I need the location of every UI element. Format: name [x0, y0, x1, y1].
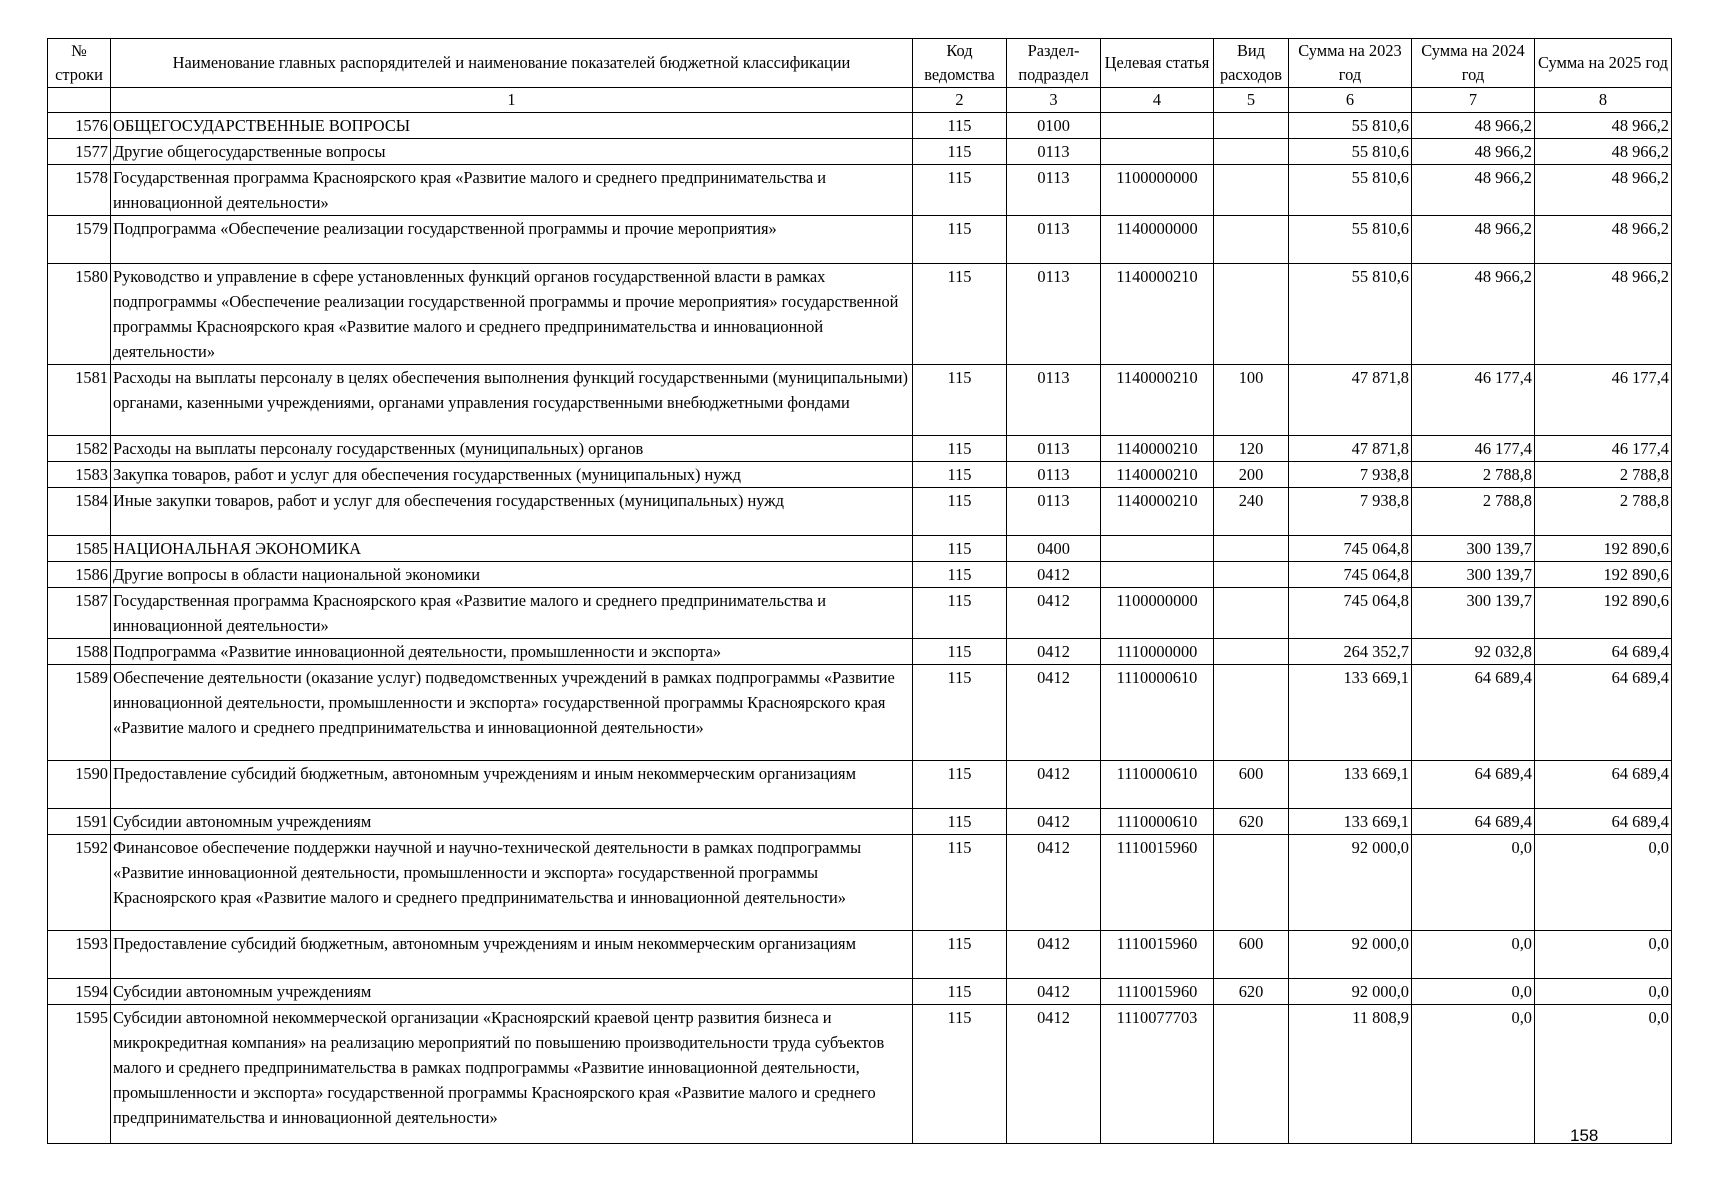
sum-2024: 2 788,8 — [1412, 462, 1535, 488]
sum-2024: 64 689,4 — [1412, 761, 1535, 809]
dept-code: 115 — [913, 639, 1007, 665]
target-article: 1110077703 — [1101, 1005, 1214, 1144]
row-number: 1576 — [48, 113, 111, 139]
row-name: Предоставление субсидий бюджетным, автономным учреждениям и иным некоммерческим организациям — [111, 931, 913, 979]
row-name: Обеспечение деятельности (оказание услуг) подведомственных учреждений в рамках подпрограммы «Развитие инновационной деятельности, промышленности и экспорта» государственной программы Красноярского края «Развитие малого и среднего предпринимательства и инновационной деятельности» — [111, 665, 913, 761]
dept-code: 115 — [913, 264, 1007, 365]
row-number: 1592 — [48, 835, 111, 931]
expense-type — [1214, 139, 1289, 165]
sum-2024: 0,0 — [1412, 1005, 1535, 1144]
expense-type — [1214, 264, 1289, 365]
sum-2025: 48 966,2 — [1535, 165, 1672, 216]
expense-type: 600 — [1214, 761, 1289, 809]
expense-type — [1214, 536, 1289, 562]
row-name: ОБЩЕГОСУДАРСТВЕННЫЕ ВОПРОСЫ — [111, 113, 913, 139]
sum-2024: 48 966,2 — [1412, 264, 1535, 365]
expense-type: 620 — [1214, 809, 1289, 835]
section-code: 0412 — [1007, 809, 1101, 835]
row-number: 1589 — [48, 665, 111, 761]
table-row — [48, 536, 1672, 562]
row-name: Расходы на выплаты персоналу государственных (муниципальных) органов — [111, 436, 913, 462]
sum-2025: 64 689,4 — [1535, 761, 1672, 809]
dept-code: 115 — [913, 665, 1007, 761]
section-code: 0113 — [1007, 436, 1101, 462]
table-row — [48, 165, 1672, 216]
row-number: 1586 — [48, 562, 111, 588]
row-name: Подпрограмма «Обеспечение реализации государственной программы и прочие мероприятия» — [111, 216, 913, 264]
expense-type: 600 — [1214, 931, 1289, 979]
sum-2025: 0,0 — [1535, 835, 1672, 931]
table-row — [48, 264, 1672, 365]
sum-2023: 7 938,8 — [1289, 488, 1412, 536]
sum-2025: 0,0 — [1535, 1005, 1672, 1144]
table-row — [48, 809, 1672, 835]
sum-2023: 133 669,1 — [1289, 809, 1412, 835]
expense-type — [1214, 562, 1289, 588]
target-article: 1110000610 — [1101, 809, 1214, 835]
section-code: 0412 — [1007, 931, 1101, 979]
section-code: 0412 — [1007, 639, 1101, 665]
target-article: 1110000000 — [1101, 639, 1214, 665]
sum-2023: 47 871,8 — [1289, 365, 1412, 436]
sum-2023: 55 810,6 — [1289, 113, 1412, 139]
sum-2023: 745 064,8 — [1289, 536, 1412, 562]
dept-code: 115 — [913, 931, 1007, 979]
header-sum-2024: Сумма на 2024 год — [1412, 39, 1535, 88]
target-article: 1140000210 — [1101, 488, 1214, 536]
table-row — [48, 761, 1672, 809]
row-number: 1578 — [48, 165, 111, 216]
target-article: 1110015960 — [1101, 835, 1214, 931]
dept-code: 115 — [913, 365, 1007, 436]
row-name: НАЦИОНАЛЬНАЯ ЭКОНОМИКА — [111, 536, 913, 562]
sum-2023: 11 808,9 — [1289, 1005, 1412, 1144]
sum-2024: 46 177,4 — [1412, 365, 1535, 436]
sum-2023: 55 810,6 — [1289, 216, 1412, 264]
table-row — [48, 1005, 1672, 1144]
sum-2025: 46 177,4 — [1535, 436, 1672, 462]
section-code: 0412 — [1007, 835, 1101, 931]
sum-2023: 745 064,8 — [1289, 588, 1412, 639]
expense-type — [1214, 835, 1289, 931]
sum-2024: 300 139,7 — [1412, 588, 1535, 639]
target-article: 1110000610 — [1101, 761, 1214, 809]
header-dept-code: Код ведомства — [913, 39, 1007, 88]
row-name: Другие общегосударственные вопросы — [111, 139, 913, 165]
sum-2023: 264 352,7 — [1289, 639, 1412, 665]
section-code: 0412 — [1007, 562, 1101, 588]
sum-2024: 0,0 — [1412, 931, 1535, 979]
row-number: 1580 — [48, 264, 111, 365]
sum-2024: 64 689,4 — [1412, 665, 1535, 761]
target-article: 1140000210 — [1101, 365, 1214, 436]
expense-type — [1214, 113, 1289, 139]
table-row — [48, 139, 1672, 165]
dept-code: 115 — [913, 562, 1007, 588]
table-row — [48, 835, 1672, 931]
section-code: 0113 — [1007, 165, 1101, 216]
table-header — [48, 39, 1672, 113]
sum-2025: 48 966,2 — [1535, 113, 1672, 139]
target-article: 1110015960 — [1101, 979, 1214, 1005]
row-number: 1581 — [48, 365, 111, 436]
header-target: Целевая статья — [1101, 39, 1214, 88]
row-number: 1582 — [48, 436, 111, 462]
target-article — [1101, 536, 1214, 562]
section-code: 0412 — [1007, 761, 1101, 809]
sum-2025: 48 966,2 — [1535, 216, 1672, 264]
row-name: Субсидии автономным учреждениям — [111, 809, 913, 835]
row-name: Руководство и управление в сфере установленных функций органов государственной власти в рамках подпрограммы «Обеспечение реализации государственной программы и прочие мероприятия» государственной программы Красноярского края «Развитие малого и среднего предпринимательства и инновационной деятельности» — [111, 264, 913, 365]
sum-2023: 745 064,8 — [1289, 562, 1412, 588]
column-number: 3 — [1007, 88, 1101, 113]
target-article: 1140000210 — [1101, 436, 1214, 462]
sum-2024: 0,0 — [1412, 835, 1535, 931]
sum-2024: 64 689,4 — [1412, 809, 1535, 835]
sum-2024: 48 966,2 — [1412, 139, 1535, 165]
section-code: 0412 — [1007, 588, 1101, 639]
dept-code: 115 — [913, 588, 1007, 639]
target-article: 1140000210 — [1101, 264, 1214, 365]
expense-type — [1214, 216, 1289, 264]
section-code: 0113 — [1007, 139, 1101, 165]
row-name: Закупка товаров, работ и услуг для обеспечения государственных (муниципальных) нужд — [111, 462, 913, 488]
sum-2023: 92 000,0 — [1289, 979, 1412, 1005]
sum-2024: 0,0 — [1412, 979, 1535, 1005]
section-code: 0412 — [1007, 665, 1101, 761]
row-number: 1591 — [48, 809, 111, 835]
row-number: 1594 — [48, 979, 111, 1005]
dept-code: 115 — [913, 165, 1007, 216]
row-number: 1588 — [48, 639, 111, 665]
sum-2023: 92 000,0 — [1289, 931, 1412, 979]
target-article: 1110015960 — [1101, 931, 1214, 979]
dept-code: 115 — [913, 979, 1007, 1005]
target-article — [1101, 139, 1214, 165]
sum-2023: 47 871,8 — [1289, 436, 1412, 462]
dept-code: 115 — [913, 761, 1007, 809]
row-number: 1577 — [48, 139, 111, 165]
target-article: 1110000610 — [1101, 665, 1214, 761]
sum-2023: 92 000,0 — [1289, 835, 1412, 931]
target-article: 1140000000 — [1101, 216, 1214, 264]
expense-type — [1214, 1005, 1289, 1144]
table-row — [48, 113, 1672, 139]
section-code: 0400 — [1007, 536, 1101, 562]
dept-code: 115 — [913, 536, 1007, 562]
expense-type: 200 — [1214, 462, 1289, 488]
header-name: Наименование главных распорядителей и наименование показателей бюджетной классификации — [111, 39, 913, 88]
sum-2024: 48 966,2 — [1412, 113, 1535, 139]
header-expense-type: Вид расходов — [1214, 39, 1289, 88]
dept-code: 115 — [913, 1005, 1007, 1144]
table-row — [48, 365, 1672, 436]
column-number: 4 — [1101, 88, 1214, 113]
dept-code: 115 — [913, 139, 1007, 165]
row-name: Подпрограмма «Развитие инновационной деятельности, промышленности и экспорта» — [111, 639, 913, 665]
sum-2025: 48 966,2 — [1535, 139, 1672, 165]
dept-code: 115 — [913, 436, 1007, 462]
section-code: 0412 — [1007, 979, 1101, 1005]
row-name: Государственная программа Красноярского края «Развитие малого и среднего предпринимательства и инновационной деятельности» — [111, 165, 913, 216]
row-number: 1593 — [48, 931, 111, 979]
expense-type — [1214, 639, 1289, 665]
sum-2024: 48 966,2 — [1412, 165, 1535, 216]
sum-2025: 0,0 — [1535, 979, 1672, 1005]
sum-2024: 48 966,2 — [1412, 216, 1535, 264]
sum-2023: 55 810,6 — [1289, 165, 1412, 216]
expense-type: 240 — [1214, 488, 1289, 536]
table-row — [48, 588, 1672, 639]
row-number: 1584 — [48, 488, 111, 536]
header-sum-2025: Сумма на 2025 год — [1535, 39, 1672, 88]
target-article: 1100000000 — [1101, 165, 1214, 216]
section-code: 0113 — [1007, 365, 1101, 436]
row-number: 1585 — [48, 536, 111, 562]
row-number: 1595 — [48, 1005, 111, 1144]
row-name: Предоставление субсидий бюджетным, автономным учреждениям и иным некоммерческим организациям — [111, 761, 913, 809]
dept-code: 115 — [913, 216, 1007, 264]
row-name: Финансовое обеспечение поддержки научной и научно-технической деятельности в рамках подпрограммы «Развитие инновационной деятельности, промышленности и экспорта» государственной программы Красноярского края «Развитие малого и среднего предпринимательства и инновационной деятельности» — [111, 835, 913, 931]
row-number: 1590 — [48, 761, 111, 809]
section-code: 0113 — [1007, 216, 1101, 264]
dept-code: 115 — [913, 488, 1007, 536]
header-row-no: № строки — [48, 39, 111, 88]
expense-type: 620 — [1214, 979, 1289, 1005]
row-name: Субсидии автономной некоммерческой организации «Красноярский краевой центр развития бизнеса и микрокредитная компания» на реализацию мероприятий по повышению производительности труда субъектов малого и среднего предпринимательства в рамках подпрограммы «Развитие инновационной деятельности, промышленности и экспорта» государственной программы Красноярского края «Развитие малого и среднего предпринимательства и инновационной деятельности» — [111, 1005, 913, 1144]
sum-2023: 55 810,6 — [1289, 139, 1412, 165]
section-code: 0113 — [1007, 488, 1101, 536]
row-number: 1583 — [48, 462, 111, 488]
expense-type: 100 — [1214, 365, 1289, 436]
row-number: 1579 — [48, 216, 111, 264]
table-row — [48, 931, 1672, 979]
table-row — [48, 562, 1672, 588]
table-row — [48, 979, 1672, 1005]
header-sum-2023: Сумма на 2023 год — [1289, 39, 1412, 88]
sum-2024: 46 177,4 — [1412, 436, 1535, 462]
sum-2024: 300 139,7 — [1412, 536, 1535, 562]
column-number: 1 — [111, 88, 913, 113]
column-number: 2 — [913, 88, 1007, 113]
budget-table — [47, 38, 1672, 1144]
column-number — [48, 88, 111, 113]
sum-2024: 300 139,7 — [1412, 562, 1535, 588]
dept-code: 115 — [913, 113, 1007, 139]
column-number: 7 — [1412, 88, 1535, 113]
table-row — [48, 639, 1672, 665]
table-row — [48, 665, 1672, 761]
section-code: 0100 — [1007, 113, 1101, 139]
sum-2023: 133 669,1 — [1289, 761, 1412, 809]
row-number: 1587 — [48, 588, 111, 639]
sum-2023: 55 810,6 — [1289, 264, 1412, 365]
section-code: 0412 — [1007, 1005, 1101, 1144]
target-article — [1101, 113, 1214, 139]
table-row — [48, 436, 1672, 462]
row-name: Расходы на выплаты персоналу в целях обеспечения выполнения функций государственными (муниципальными) органами, казенными учреждениями, органами управления государственными внебюджетными фондами — [111, 365, 913, 436]
sum-2025: 192 890,6 — [1535, 536, 1672, 562]
sum-2025: 2 788,8 — [1535, 462, 1672, 488]
sum-2025: 2 788,8 — [1535, 488, 1672, 536]
sum-2025: 64 689,4 — [1535, 809, 1672, 835]
dept-code: 115 — [913, 809, 1007, 835]
row-name: Субсидии автономным учреждениям — [111, 979, 913, 1005]
sum-2025: 192 890,6 — [1535, 588, 1672, 639]
target-article — [1101, 562, 1214, 588]
table-body — [48, 113, 1672, 1144]
expense-type: 120 — [1214, 436, 1289, 462]
sum-2025: 192 890,6 — [1535, 562, 1672, 588]
target-article: 1100000000 — [1101, 588, 1214, 639]
page-number: 158 — [1570, 1126, 1599, 1145]
expense-type — [1214, 588, 1289, 639]
row-name: Государственная программа Красноярского края «Развитие малого и среднего предпринимательства и инновационной деятельности» — [111, 588, 913, 639]
row-name: Иные закупки товаров, работ и услуг для обеспечения государственных (муниципальных) нужд — [111, 488, 913, 536]
sum-2023: 133 669,1 — [1289, 665, 1412, 761]
dept-code: 115 — [913, 835, 1007, 931]
sum-2025: 0,0 — [1535, 931, 1672, 979]
dept-code: 115 — [913, 462, 1007, 488]
target-article: 1140000210 — [1101, 462, 1214, 488]
sum-2025: 64 689,4 — [1535, 665, 1672, 761]
column-number-row — [48, 88, 1672, 113]
row-name: Другие вопросы в области национальной экономики — [111, 562, 913, 588]
section-code: 0113 — [1007, 264, 1101, 365]
sum-2025: 64 689,4 — [1535, 639, 1672, 665]
header-section: Раздел-подраздел — [1007, 39, 1101, 88]
table-row — [48, 488, 1672, 536]
sum-2024: 2 788,8 — [1412, 488, 1535, 536]
sum-2023: 7 938,8 — [1289, 462, 1412, 488]
column-number: 5 — [1214, 88, 1289, 113]
table-row — [48, 216, 1672, 264]
table-row — [48, 462, 1672, 488]
column-number: 6 — [1289, 88, 1412, 113]
sum-2025: 46 177,4 — [1535, 365, 1672, 436]
column-number: 8 — [1535, 88, 1672, 113]
expense-type — [1214, 165, 1289, 216]
section-code: 0113 — [1007, 462, 1101, 488]
sum-2024: 92 032,8 — [1412, 639, 1535, 665]
sum-2025: 48 966,2 — [1535, 264, 1672, 365]
expense-type — [1214, 665, 1289, 761]
